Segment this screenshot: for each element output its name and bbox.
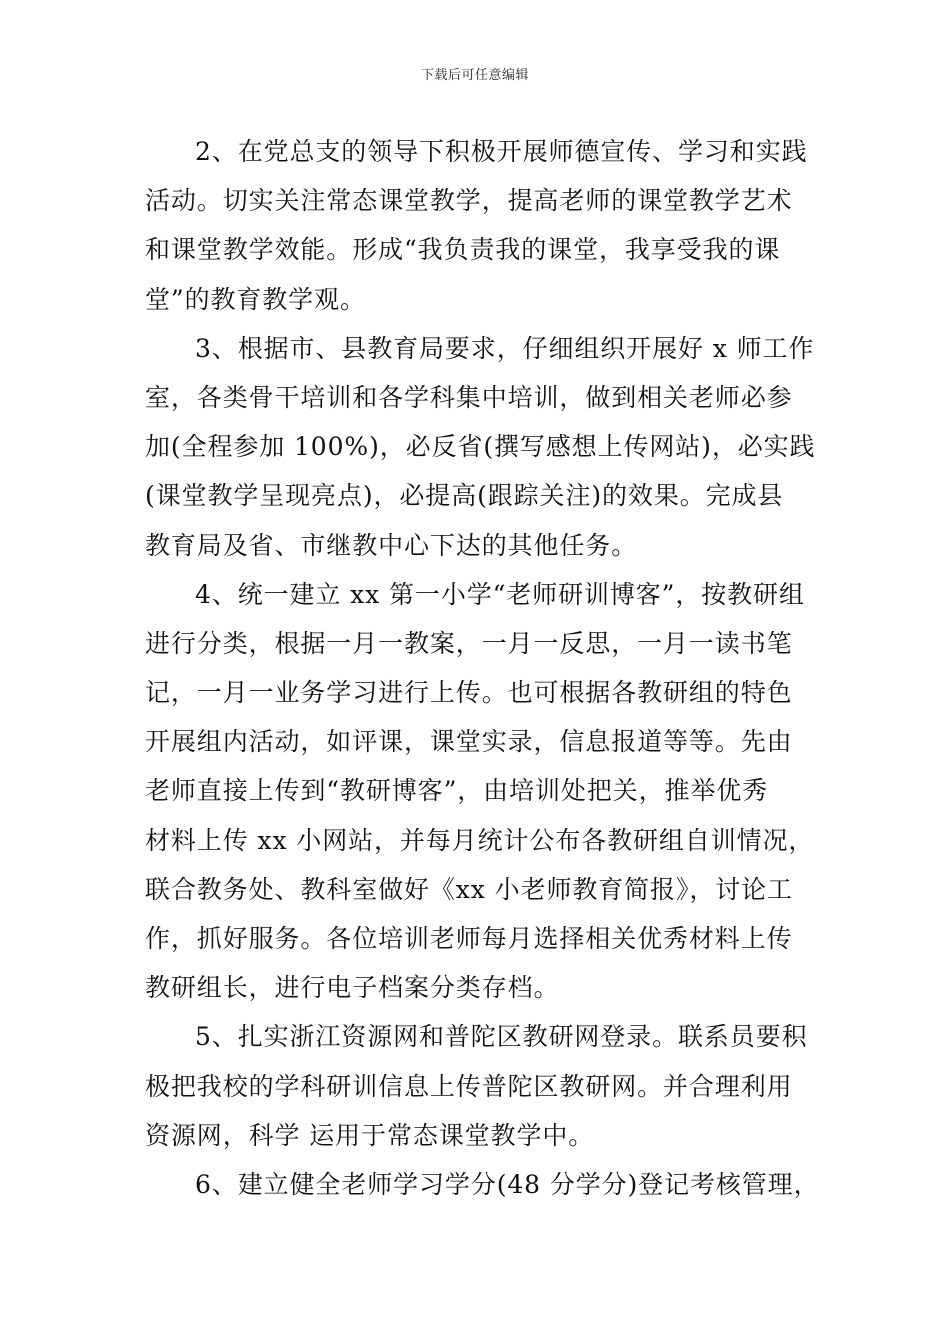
- paragraph-line: 进行分类，根据一月一教案，一月一反思，一月一读书笔: [145, 628, 793, 658]
- document-body: [145, 127, 820, 1209]
- paragraph-line: 材料上传 xx 小网站，并每月统计公布各教研组自训情况，: [145, 825, 815, 855]
- paragraph-line: 加(全程参加 100%)，必反省(撰写感想上传网站)，必实践: [145, 432, 816, 462]
- paragraph-line: 室，各类骨干培训和各学科集中培训，做到相关老师必参: [145, 382, 793, 412]
- paragraph-line: 4、统一建立 xx 第一小学“老师研训博客”，按教研组: [195, 579, 805, 609]
- paragraph-line: 堂”的教育教学观。: [145, 284, 366, 314]
- paragraph-line: 记，一月一业务学习进行上传。也可根据各教研组的特色: [145, 678, 793, 708]
- page-header: 下载后可任意编辑: [420, 68, 529, 83]
- paragraph-line: 老师直接上传到“教研博客”，由培训处把关，推举优秀: [145, 776, 769, 806]
- paragraph-line: 教育局及省、市继教中心下达的其他任务。: [145, 530, 638, 560]
- paragraph-line: 联合教务处、教科室做好《xx 小老师教育简报》，讨论工: [145, 874, 793, 904]
- paragraph-3: [145, 324, 816, 570]
- paragraph-line: 教研组长，进行电子档案分类存档。: [145, 973, 560, 1003]
- paragraph-line: 2、在党总支的领导下积极开展师德宣传、学习和实践: [195, 137, 808, 166]
- paragraph-line: 开展组内活动，如评课，课堂实录，信息报道等等。先由: [145, 727, 793, 757]
- paragraph-line: 5、扎实浙江资源网和普陀区教研网登录。联系员要积: [195, 1022, 808, 1052]
- paragraph-line: 作，抓好服务。各位培训老师每月选择相关优秀材料上传: [145, 924, 793, 953]
- paragraph-line: 活动。切实关注常态课堂教学，提高老师的课堂教学艺术: [145, 186, 793, 216]
- paragraph-line: (课堂教学呈现亮点)，必提高(跟踪关注)的效果。完成县: [145, 481, 784, 511]
- paragraph-line: 和课堂教学效能。形成“我负责我的课堂，我享受我的课: [145, 235, 781, 265]
- paragraph-line: 3、根据市、县教育局要求，仔细组织开展好 x 师工作: [195, 333, 815, 363]
- paragraph-2: [145, 127, 808, 324]
- paragraph-4: [145, 570, 815, 1013]
- paragraph-line: 极把我校的学科研训信息上传普陀区教研网。并合理利用: [145, 1071, 793, 1101]
- paragraph-line: 6、建立健全老师学习学分(48 分学分)登记考核管理，: [195, 1169, 820, 1199]
- paragraph-6: [145, 1160, 820, 1209]
- paragraph-line: 资源网，科学 运用于常态课堂教学中。: [145, 1120, 595, 1150]
- paragraph-5: [145, 1012, 808, 1160]
